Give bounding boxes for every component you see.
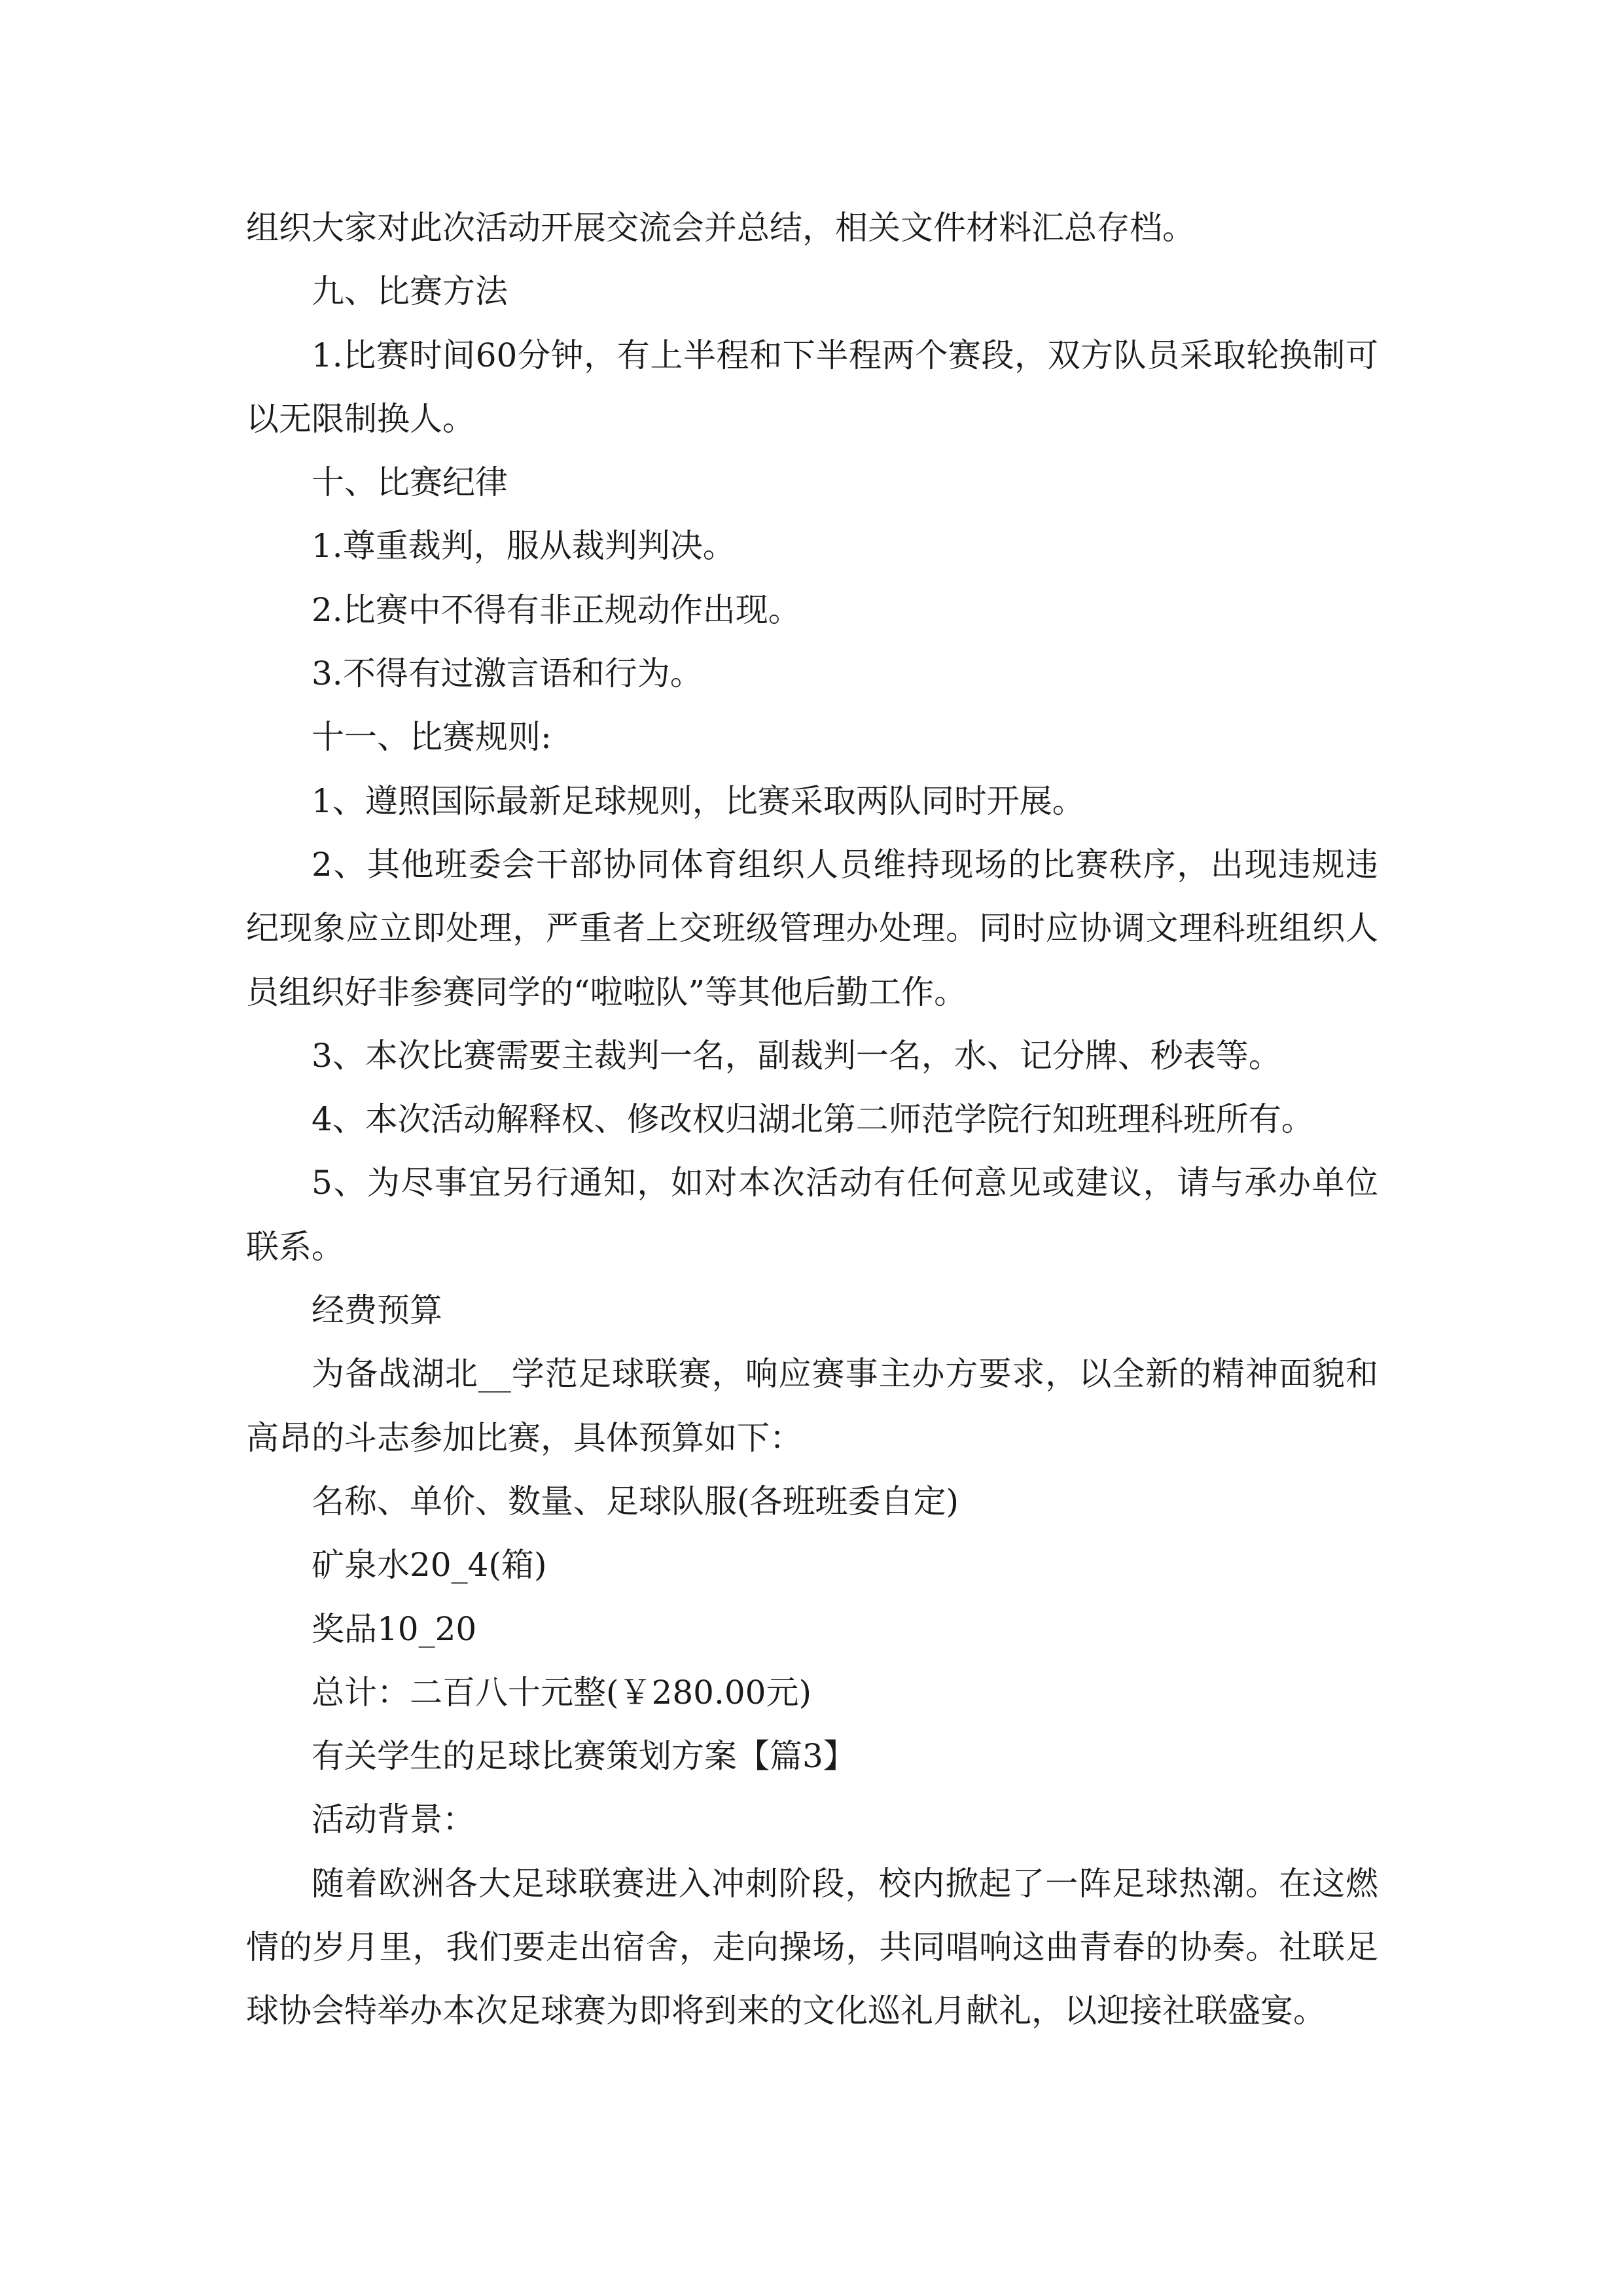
list-item: 4、本次活动解释权、修改权归湖北第二师范学院行知班理科班所有。: [312, 1100, 1314, 1139]
paragraph: 为备战湖北__学范足球联赛，响应赛事主办方要求，以全新的精神面貌和高昂的斗志参加比赛，具体预算如下：: [246, 1355, 1378, 1457]
list-item: 5、为尽事宜另行通知，如对本次活动有任何意见或建议，请与承办单位联系。: [246, 1164, 1378, 1266]
paragraph: 组织大家对此次活动开展交流会并总结，相关文件材料汇总存档。: [246, 209, 1195, 247]
section-heading-method: 九、比赛方法: [312, 272, 508, 311]
list-item: 3、本次比赛需要主裁判一名，副裁判一名，水、记分牌、秒表等。: [312, 1036, 1281, 1075]
section-heading-rules: 十一、比赛规则:: [312, 718, 552, 757]
paragraph: 1.比赛时间60分钟，有上半程和下半程两个赛段，双方队员采取轮换制可以无限制换人。: [246, 336, 1378, 438]
paragraph: 随着欧洲各大足球联赛进入冲刺阶段，校内掀起了一阵足球热潮。在这燃情的岁月里，我们要走出宿舍，走向操场，共同唱响这曲青春的协奏。社联足球协会特举办本次足球赛为即将到来的文化巡礼月献礼，以迎接社联盛宴。: [246, 1864, 1378, 2030]
section-heading-background: 活动背景：: [312, 1801, 475, 1839]
budget-line: 名称、单价、数量、足球队服(各班班委自定): [312, 1482, 959, 1520]
list-item: 1、遵照国际最新足球规则，比赛采取两队同时开展。: [312, 781, 1085, 820]
article-title: 有关学生的足球比赛策划方案【篇3】: [312, 1737, 856, 1776]
budget-line: 奖品10_20: [312, 1609, 477, 1648]
budget-total: 总计：二百八十元整(￥280.00元): [312, 1673, 812, 1712]
budget-line: 矿泉水20_4(箱): [312, 1546, 547, 1585]
list-item: 2.比赛中不得有非正规动作出现。: [312, 590, 801, 629]
document-body: [246, 196, 1378, 2043]
list-item: 1.尊重裁判，服从裁判判决。: [312, 527, 736, 565]
list-item: 2、其他班委会干部协同体育组织人员维持现场的比赛秩序，出现违规违纪现象应立即处理，严重者上交班级管理办处理。同时应协调文理科班组织人员组织好非参赛同学的“啦啦队”等其他后勤工作。: [246, 845, 1378, 1011]
section-heading-budget: 经费预算: [312, 1291, 442, 1330]
section-heading-discipline: 十、比赛纪律: [312, 463, 508, 502]
list-item: 3.不得有过激言语和行为。: [312, 655, 703, 693]
